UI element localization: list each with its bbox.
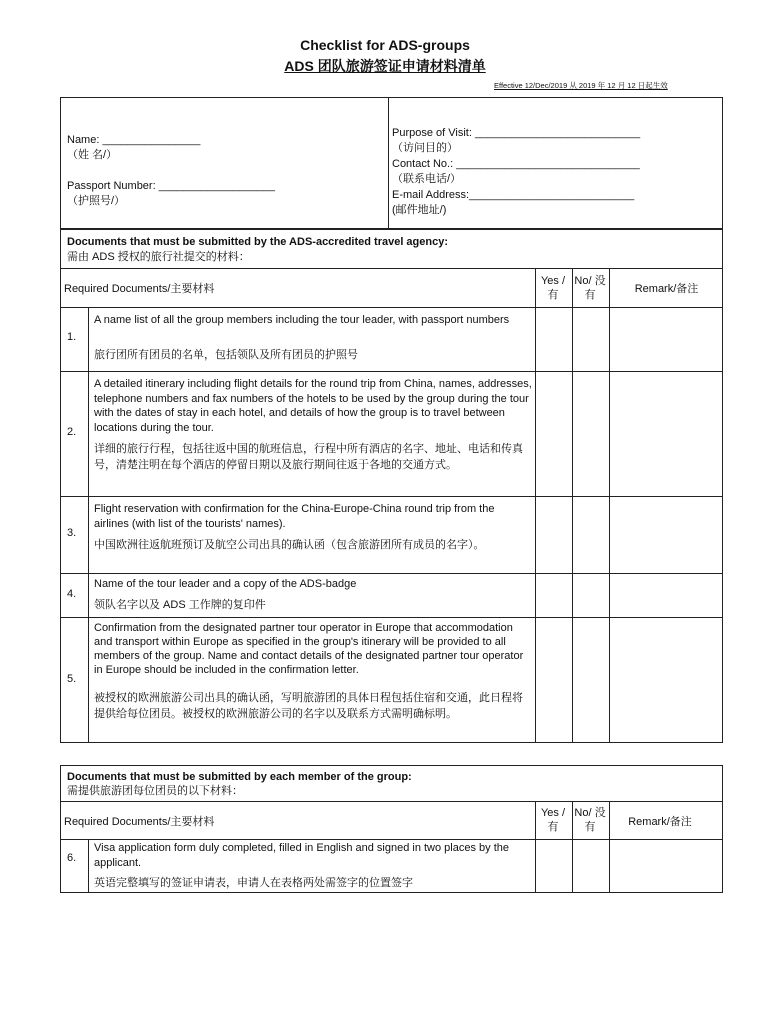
row-number: 4. [67, 588, 77, 600]
document-title-cn: ADS 团队旅游签证申请材料清单 [284, 58, 486, 74]
effective-date: Effective 12/Dec/2019 从 2019 年 12 月 12 日起生效 [494, 81, 668, 90]
col-remark-header: Remark/备注 [634, 283, 699, 295]
name-field[interactable]: Name: ________________ [67, 134, 201, 146]
col-no-header: No/ 没有 [574, 275, 606, 301]
row-text-en: Confirmation from the designated partner tour operator in Europe that accommodation and transport within Europe as specified in the group's itinerary will be provided to all members of the group. Name and contact details of the designated partner tour operator in Europe should be included in the confirmation letter. [94, 622, 524, 676]
row-text-cn: 英语完整填写的签证申请表，申请人在表格两处需签字的位置签字 [94, 877, 413, 889]
row-number: 3. [67, 527, 77, 539]
row-text-en: Visa application form duly completed, filled in English and signed in two places by the applicant. [94, 842, 509, 869]
email-field[interactable]: E-mail Address:___________________________ [392, 189, 635, 201]
col-remark-header: Remark/备注 [628, 816, 692, 828]
col-yes-header: Yes /有 [540, 275, 566, 301]
name-label-cn: （姓 名/） [67, 149, 118, 161]
row-text-cn: 详细的旅行行程，包括往返中国的航班信息，行程中所有酒店的名字、地址、电话和传真号，清楚注明在每个酒店的停留日期以及旅行期间往返于各地的交通方式。 [94, 443, 523, 471]
email-label-cn: (邮件地址/) [392, 204, 447, 216]
row-text-cn: 被授权的欧洲旅游公司出具的确认函，写明旅游团的具体日程包括住宿和交通，此日程将提供给每位团员。被授权的欧洲旅游公司的名字以及联系方式需明确标明。 [94, 692, 523, 720]
document-title: Checklist for ADS-groups [300, 37, 470, 53]
col-yes-header: Yes /有 [540, 807, 566, 833]
info-divider [388, 97, 389, 229]
row-text-en: A name list of all the group members including the tour leader, with passport numbers [94, 314, 510, 326]
section2-heading: Documents that must be submitted by each member of the group: [67, 771, 412, 783]
row-text-en: Flight reservation with confirmation for the China-Europe-China round trip from the airlines (with list of the tourists' names). [94, 503, 495, 530]
purpose-label-cn: （访问目的） [392, 142, 458, 154]
row-number: 1. [67, 331, 77, 343]
row-number: 2. [67, 426, 77, 438]
section2-heading-cn: 需提供旅游团每位团员的以下材料： [67, 785, 243, 797]
row-text-cn: 领队名字以及 ADS 工作牌的复印件 [94, 599, 266, 611]
purpose-field[interactable]: Purpose of Visit: ___________________________ [392, 127, 641, 139]
col-required-header: Required Documents/主要材料 [64, 816, 215, 828]
passport-field[interactable]: Passport Number: ___________________ [67, 180, 275, 192]
row-number: 6. [67, 852, 77, 864]
contact-label-cn: （联系电话/） [392, 173, 462, 185]
section1-heading-cn: 需由 ADS 授权的旅行社提交的材料： [67, 251, 250, 263]
col-no-header: No/ 没有 [574, 807, 606, 833]
row-text-cn: 旅行团所有团员的名单，包括领队及所有团员的护照号 [94, 349, 358, 361]
section1-heading: Documents that must be submitted by the ADS-accredited travel agency: [67, 236, 449, 248]
row-text-cn: 中国欧洲往返航班预订及航空公司出具的确认函（包含旅游团所有成员的名字）。 [94, 539, 485, 551]
row-number: 5. [67, 673, 77, 685]
row-text-en: A detailed itinerary including flight details for the round trip from China, names, addresses, telephone numbers and fax numbers of the hotels to be used by the group during the tour with the dates of stay in each hotel, and details of how the group is to travel between locations during the tour. [94, 378, 532, 434]
row-text-en: Name of the tour leader and a copy of the ADS-badge [94, 578, 357, 590]
contact-field[interactable]: Contact No.: ______________________________ [392, 158, 640, 170]
passport-label-cn: （护照号/） [67, 195, 126, 207]
col-required-header: Required Documents/主要材料 [64, 283, 215, 295]
